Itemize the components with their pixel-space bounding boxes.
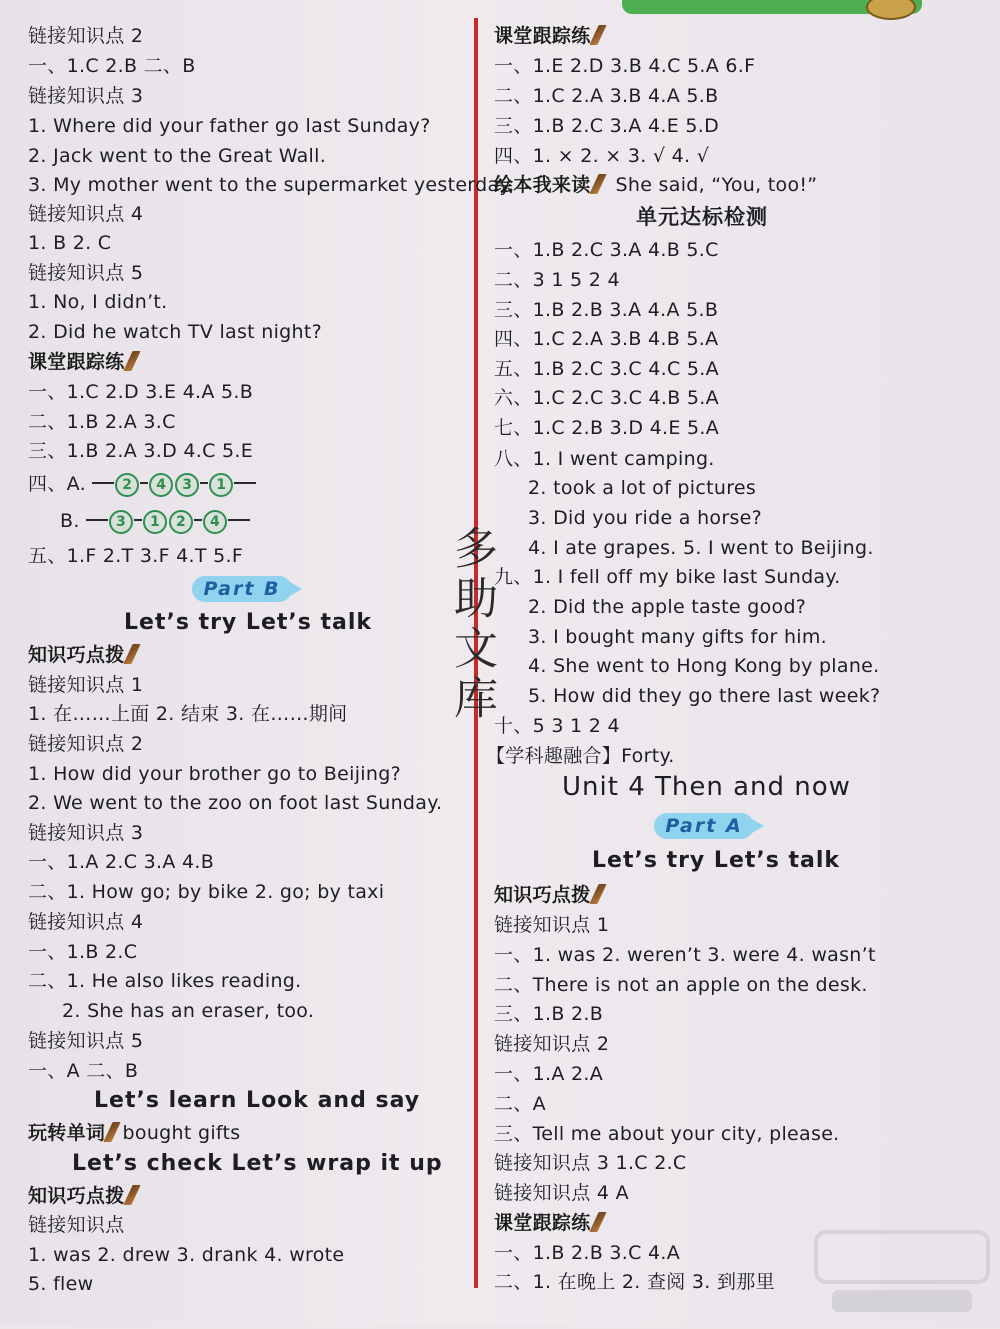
unit-title: Unit 4 Then and now [562, 772, 851, 802]
left-line-4: 1. Where did your father go last Sunday? [28, 115, 431, 137]
left-line-1: 链接知识点 2 [28, 25, 144, 47]
circle-number: 2 [115, 473, 139, 497]
left2-line-15: 一、A 二、B [28, 1060, 139, 1082]
left-line-7: 链接知识点 4 [28, 203, 144, 225]
left2-line-13: 2. She has an eraser, too. [62, 1000, 315, 1022]
pen-icon [589, 1212, 606, 1232]
circle-number: 4 [149, 473, 173, 497]
left2-line-5: 1. How did your brother go to Beijing? [28, 763, 401, 785]
dash [228, 519, 250, 521]
left-line-5: 2. Jack went to the Great Wall. [28, 145, 327, 167]
right3-line-3: 一、1. was 2. weren’t 3. were 4. wasn’t [494, 944, 876, 966]
left2-line-2: 链接知识点 1 [28, 674, 144, 696]
pen-icon [123, 1185, 140, 1205]
right-line-6 [494, 173, 817, 197]
left2-line-11: 一、1.B 2.C [28, 941, 138, 963]
left2-line-4: 链接知识点 2 [28, 733, 144, 755]
right2-line-18: 【学科趣融合】Forty. [486, 745, 675, 767]
circle-number: 4 [203, 510, 227, 534]
section-label: 课堂跟踪练 [28, 351, 125, 373]
left-line-16 [28, 472, 256, 497]
right2-line-17: 十、5 3 1 2 4 [494, 715, 620, 737]
right3-line-10: 链接知识点 3 1.C 2.C [494, 1152, 687, 1174]
banner-logo-icon [866, 0, 916, 20]
left2-line-9: 二、1. How go; by bike 2. go; by taxi [28, 881, 385, 903]
left-line-15: 三、1.B 2.A 3.D 4.C 5.E [28, 440, 254, 462]
part-a-badge: Part A [654, 813, 754, 839]
right2-line-10: 3. Did you ride a horse? [528, 507, 763, 529]
handwritten-note: 多助文库 [446, 525, 497, 725]
learn-heading: Let’s learn Look and say [94, 1088, 421, 1113]
right3-line-9: 三、Tell me about your city, please. [494, 1123, 840, 1145]
unit-test-heading: 单元达标检测 [636, 205, 768, 229]
section-label: 玩转单词 [28, 1122, 106, 1144]
check-heading: Let’s check Let’s wrap it up [72, 1151, 443, 1176]
right2-line-5: 五、1.B 2.C 3.C 4.C 5.A [494, 358, 719, 380]
right3-line-11: 链接知识点 4 A [494, 1182, 629, 1204]
pen-icon [104, 1122, 121, 1142]
circle-number: 1 [143, 510, 167, 534]
picture-book-answer: She said, “You, too!” [615, 174, 818, 196]
left2-line-12: 二、1. He also likes reading. [28, 970, 302, 992]
section-label: 知识巧点拨 [28, 644, 125, 666]
part-b-heading: Let’s try Let’s talk [124, 610, 373, 635]
circle-number: 3 [175, 473, 199, 497]
play-words-answer: bought gifts [122, 1122, 241, 1144]
right-line-5: 四、1. × 2. × 3. √ 4. √ [494, 145, 710, 167]
right3-line-5: 三、1.B 2.B [494, 1003, 604, 1025]
right2-line-2: 二、3 1 5 2 4 [494, 269, 620, 291]
left-line-13: 一、1.C 2.D 3.E 4.A 5.B [28, 381, 254, 403]
left-line-11: 2. Did he watch TV last night? [28, 321, 323, 343]
right2-line-16: 5. How did they go there last week? [528, 685, 881, 707]
left-line-10: 1. No, I didn’t. [28, 291, 168, 313]
section-tips-2 [28, 1184, 136, 1208]
left-line-8: 1. B 2. C [28, 232, 112, 254]
section-label: 课堂跟踪练 [494, 1212, 591, 1234]
right2-line-14: 3. I bought many gifts for him. [528, 626, 828, 648]
right2-line-8: 八、1. I went camping. [494, 448, 715, 470]
circle-number: 2 [169, 510, 193, 534]
left-line-6: 3. My mother went to the supermarket yesterday. [28, 174, 515, 196]
section-classroom-practice [28, 350, 136, 374]
left-line-9: 链接知识点 5 [28, 262, 144, 284]
left-line-18: 五、1.F 2.T 3.F 4.T 5.F [28, 545, 244, 567]
pen-icon [123, 351, 140, 371]
left-line-3: 链接知识点 3 [28, 85, 144, 107]
dash [92, 482, 114, 484]
right3-line-6: 链接知识点 2 [494, 1033, 610, 1055]
dash [194, 519, 202, 521]
circle-number: 3 [109, 510, 133, 534]
dash [134, 519, 142, 521]
section-tips-r [494, 883, 602, 907]
section-classroom-practice-r [494, 24, 602, 48]
top-banner [622, 0, 922, 14]
section-tips [28, 643, 136, 667]
site-watermark-logo [812, 1228, 992, 1318]
section-label: 课堂跟踪练 [494, 25, 591, 47]
left3-line-4: 5. flew [28, 1273, 94, 1295]
section-label: 绘本我来读 [494, 174, 591, 196]
right-line-3: 二、1.C 2.A 3.B 4.A 5.B [494, 85, 719, 107]
section-label: 知识巧点拨 [28, 1185, 125, 1207]
right3-line-2: 链接知识点 1 [494, 914, 610, 936]
dash [140, 482, 148, 484]
right3-line-14: 二、1. 在晚上 2. 查阅 3. 到那里 [494, 1271, 775, 1293]
left2-line-3: 1. 在……上面 2. 结束 3. 在……期间 [28, 703, 348, 725]
watermark-logo-icon [812, 1228, 992, 1318]
left-line-17 [60, 509, 250, 534]
right2-line-7: 七、1.C 2.B 3.D 4.E 5.A [494, 417, 720, 439]
dash [234, 482, 256, 484]
right2-line-3: 三、1.B 2.B 3.A 4.A 5.B [494, 299, 719, 321]
pen-icon [123, 644, 140, 664]
dash [200, 482, 208, 484]
pen-icon [589, 884, 606, 904]
pen-icon [589, 174, 606, 194]
right2-line-4: 四、1.C 2.A 3.B 4.B 5.A [494, 328, 719, 350]
play-words-line [28, 1121, 241, 1145]
right2-line-11: 4. I ate grapes. 5. I went to Beijing. [528, 537, 874, 559]
left2-line-14: 链接知识点 5 [28, 1030, 144, 1052]
left2-line-7: 链接知识点 3 [28, 822, 144, 844]
left3-line-3: 1. was 2. drew 3. drank 4. wrote [28, 1244, 345, 1266]
dash [86, 519, 108, 521]
left2-line-6: 2. We went to the zoo on foot last Sunday. [28, 792, 443, 814]
right2-line-6: 六、1.C 2.C 3.C 4.B 5.A [494, 387, 719, 409]
right3-line-13: 一、1.B 2.B 3.C 4.A [494, 1242, 681, 1264]
circle-number: 1 [209, 473, 233, 497]
right2-line-1: 一、1.B 2.C 3.A 4.B 5.C [494, 239, 719, 261]
right-line-2: 一、1.E 2.D 3.B 4.C 5.A 6.F [494, 55, 756, 77]
right3-line-4: 二、There is not an apple on the desk. [494, 974, 868, 996]
section-label: 知识巧点拨 [494, 884, 591, 906]
part-a-heading: Let’s try Let’s talk [592, 848, 841, 873]
right2-line-15: 4. She went to Hong Kong by plane. [528, 655, 880, 677]
left2-line-10: 链接知识点 4 [28, 911, 144, 933]
pen-icon [589, 25, 606, 45]
right-line-4: 三、1.B 2.C 3.A 4.E 5.D [494, 115, 720, 137]
section-classroom-practice-r2 [494, 1211, 602, 1235]
left2-line-8: 一、1.A 2.C 3.A 4.B [28, 851, 215, 873]
right3-line-8: 二、A [494, 1093, 546, 1115]
left-line-14: 二、1.B 2.A 3.C [28, 411, 176, 433]
right2-line-13: 2. Did the apple taste good? [528, 596, 807, 618]
part-b-badge: Part B [192, 576, 292, 602]
four-a-label: 四、A. [28, 473, 86, 495]
right2-line-12: 九、1. I fell off my bike last Sunday. [494, 566, 841, 588]
right3-line-7: 一、1.A 2.A [494, 1063, 603, 1085]
left-line-2: 一、1.C 2.B 二、B [28, 55, 196, 77]
left3-line-2: 链接知识点 [28, 1214, 125, 1236]
four-b-label: B. [60, 510, 80, 532]
right2-line-9: 2. took a lot of pictures [528, 477, 757, 499]
